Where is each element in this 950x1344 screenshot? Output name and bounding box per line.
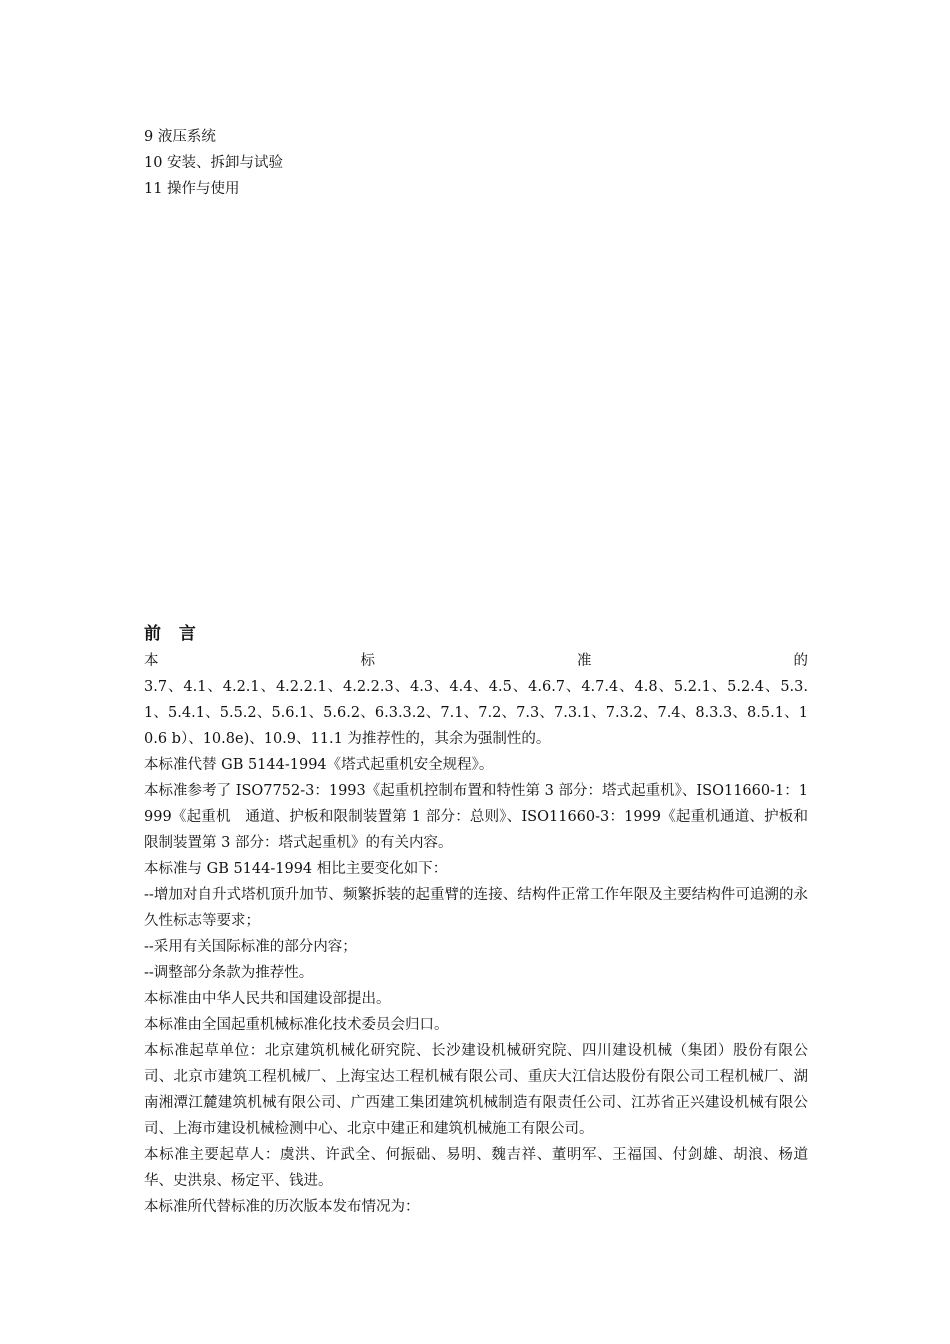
table-of-contents <box>144 124 808 202</box>
reference-standards-paragraph: 本标准参考了 ISO7752-3：1993《起重机控制布置和特性第 3 部分：塔式起重机》、ISO11660-1：1999《起重机 通道、护板和限制装置第 1 部分：总则》、ISO11660-3：1999《起重机通道、护板和限制装置第 3 部分：塔式起重机》的有关内容。 <box>144 783 808 851</box>
proposer-statement: 本标准由中华人民共和国建设部提出。 <box>144 991 391 1007</box>
toc-item-installation-dismantling-testing[interactable]: 10 安装、拆卸与试验 <box>144 155 284 171</box>
change-item: --采用有关国际标准的部分内容； <box>144 939 357 955</box>
drafters-paragraph: 本标准主要起草人：虞洪、许武全、何振础、易明、魏吉祥、董明军、王福国、付剑雄、胡浪、杨道华、史洪泉、杨定平、钱进。 <box>144 1147 808 1189</box>
foreword-spread-line <box>144 648 808 674</box>
spread-char: 标 <box>360 653 375 669</box>
change-item: --增加对自升式塔机顶升加节、频繁拆装的起重臂的连接、结构件正常工作年限及主要结构件可追溯的永久性标志等要求； <box>144 887 808 929</box>
previous-editions-paragraph: 本标准所代替标准的历次版本发布情况为： <box>144 1199 420 1215</box>
main-changes-intro: 本标准与 GB 5144-1994 相比主要变化如下： <box>144 861 448 877</box>
committee-statement: 本标准由全国起重机械标准化技术委员会归口。 <box>144 1017 449 1033</box>
toc-item-operation-and-use[interactable]: 11 操作与使用 <box>144 181 240 197</box>
toc-item-hydraulic-system[interactable]: 9 液压系统 <box>144 129 216 145</box>
spread-char: 本 <box>144 653 159 669</box>
foreword-section <box>144 620 808 1220</box>
recommended-clauses-paragraph: 3.7、4.1、4.2.1、4.2.2.1、4.2.2.3、4.3、4.4、4.5、4.6.7、4.7.4、4.8、5.2.1、5.2.4、5.3.1、5.4.1、5.5.2、5.6.1、5.6.2、6.3.3.2、7.1、7.2、7.3、7.3.1、7.3.2、7.4、8.3.3、8.5.1、10.6 b）、10.8e)、10.9、11.1 为推荐性的，其余为强制性的。 <box>144 679 808 747</box>
replacement-statement: 本标准代替 GB 5144-1994《塔式起重机安全规程》。 <box>144 757 494 773</box>
spread-char: 准 <box>577 653 592 669</box>
drafting-units-paragraph: 本标准起草单位：北京建筑机械化研究院、长沙建设机械研究院、四川建设机械（集团）股份有限公司、北京市建筑工程机械厂、上海宝达工程机械有限公司、重庆大江信达股份有限公司工程机械厂、湖南湘潭江麓建筑机械有限公司、广西建工集团建筑机械制造有限责任公司、江苏省正兴建设机械有限公司、上海市建设机械检测中心、北京中建正和建筑机械施工有限公司。 <box>144 1043 808 1137</box>
foreword-heading: 前 言 <box>144 624 202 644</box>
change-item: --调整部分条款为推荐性。 <box>144 965 314 981</box>
spread-char: 的 <box>793 653 808 669</box>
